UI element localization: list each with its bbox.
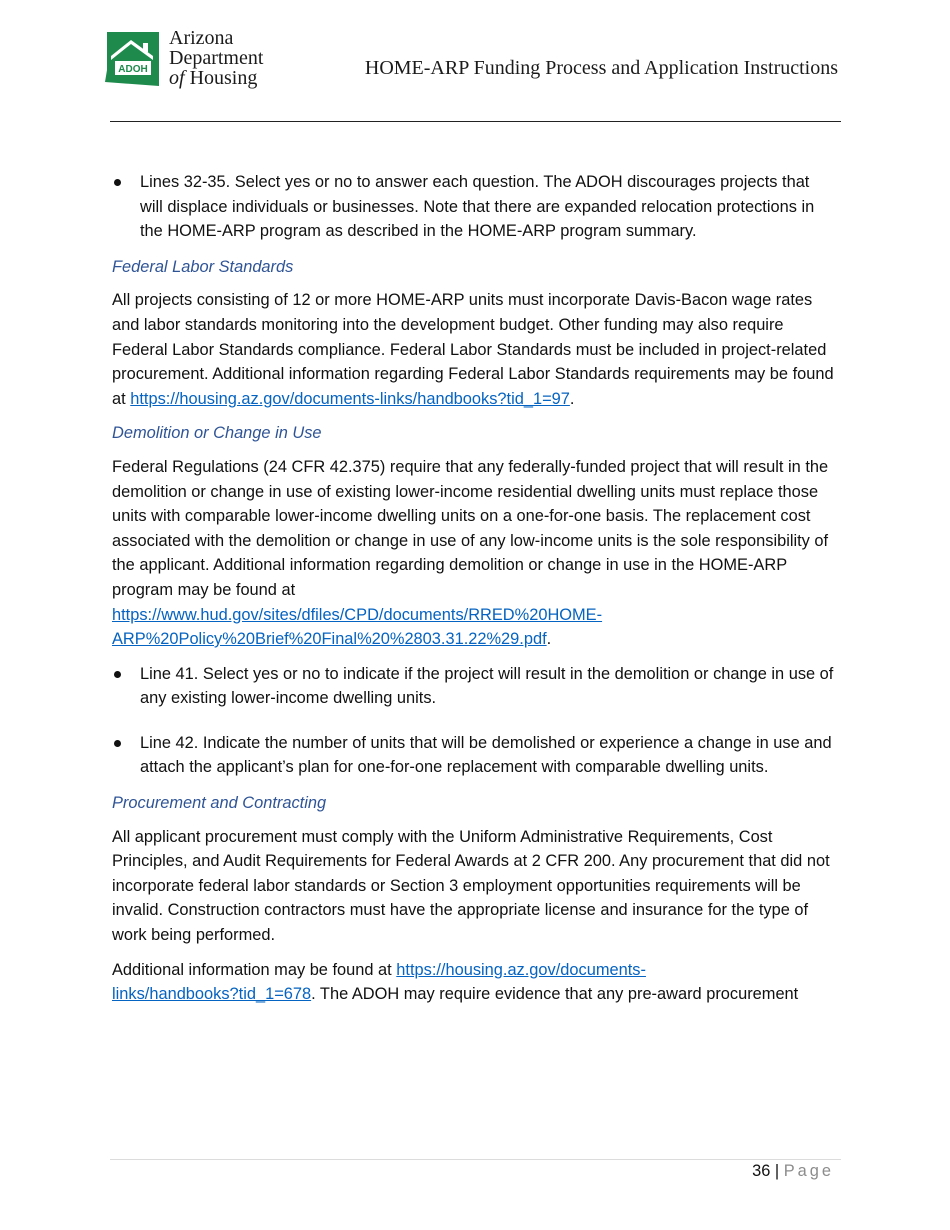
demolition-text: Federal Regulations (24 CFR 42.375) require that any federally-funded project that will result in the demolition or change in use of existing lower-income residential dwelling units must replace those units with comparable lower-income dwelling units on a one-for-one basis. The replacement cost associated with the demolition or change in use of any low-income units is the sole responsibility of the applicant. Additional information regarding demolition or change in use in the HOME-ARP program may be found at: [112, 457, 829, 599]
footer-divider: [110, 1159, 841, 1160]
federal-labor-paragraph: [112, 288, 834, 411]
procurement-link-line-1: https://housing.az.gov/documents-: [396, 960, 646, 979]
heading-demolition-change-in-use: Demolition or Change in Use: [112, 424, 322, 443]
logo-housing: Housing: [184, 67, 258, 89]
procurement-paragraph: All applicant procurement must comply with the Uniform Administrative Requirements, Cost Principles, and Audit Requirements for Federal Awards at 2 CFR 200. Any procurement that did not incorporate federal labor standards or Section 3 employment opportunities requirements will be invalid. Construction contractors must have the appropriate license and insurance for the type of work being performed.: [112, 827, 830, 945]
demolition-link-line-1: https://www.hud.gov/sites/dfiles/CPD/documents/RRED%20HOME-: [112, 605, 603, 624]
procurement-link-line-2: links/handbooks?tid_1=678: [112, 985, 312, 1004]
heading-procurement-contracting: Procurement and Contracting: [112, 794, 327, 813]
page-separator: |: [770, 1162, 784, 1180]
logo-line-2: Department: [169, 47, 264, 69]
page-number: 36: [752, 1162, 771, 1180]
demolition-link[interactable]: [112, 606, 602, 649]
header-divider: [110, 121, 841, 122]
demolition-link-line-2: ARP%20Policy%20Brief%20Final%20%2803.31.22%29.pdf: [112, 630, 547, 649]
intro-bullet-list: [112, 170, 834, 244]
page-body: [112, 170, 834, 1017]
logo-badge-text: ADOH: [118, 64, 148, 75]
page-footer: [752, 1162, 834, 1181]
demolition-bullet-list: [112, 662, 834, 780]
federal-labor-link[interactable]: https://housing.az.gov/documents-links/handbooks?tid_1=97: [130, 389, 570, 408]
logo-of: of: [169, 67, 185, 89]
logo-line-3: [169, 68, 263, 88]
demolition-paragraph: [112, 455, 834, 652]
bullet-line-41: Line 41. Select yes or no to indicate if the project will result in the demolition or change in use of any existing lower-income dwelling units.: [112, 662, 834, 711]
logo-wordmark: [169, 28, 263, 88]
procurement-additional-text: Additional information may be found at: [112, 960, 397, 979]
federal-labor-period: .: [569, 389, 575, 408]
procurement-continuation-text: . The ADOH may require evidence that any pre-award procurement: [311, 985, 799, 1004]
page-label: Page: [783, 1162, 834, 1180]
bullet-lines-32-35: Lines 32-35. Select yes or no to answer each question. The ADOH discourages projects that will displace individuals or businesses. Note that there are expanded relocation protections in the HOME-ARP program as described in the HOME-ARP program summary.: [112, 170, 834, 244]
heading-federal-labor-standards: Federal Labor Standards: [112, 257, 294, 276]
bullet-line-42: Line 42. Indicate the number of units that will be demolished or experience a change in use and attach the applicant’s plan for one-for-one replacement with comparable dwelling units.: [112, 731, 834, 780]
arizona-house-logo-icon: [103, 30, 163, 88]
document-title: HOME-ARP Funding Process and Application Instructions: [364, 57, 838, 79]
logo-line-1: Arizona: [169, 27, 234, 49]
procurement-additional-paragraph: [112, 958, 834, 1007]
adoh-logo: [103, 28, 283, 92]
federal-labor-text: All projects consisting of 12 or more HOME-ARP units must incorporate Davis-Bacon wage rates and labor standards monitoring into the development budget. Other funding may also require Federal Labor Standards compliance. Federal Labor Standards must be included in project-related procurement. Additional information regarding Federal Labor Standards requirements may be found at: [112, 291, 834, 408]
demolition-period: .: [546, 630, 552, 649]
